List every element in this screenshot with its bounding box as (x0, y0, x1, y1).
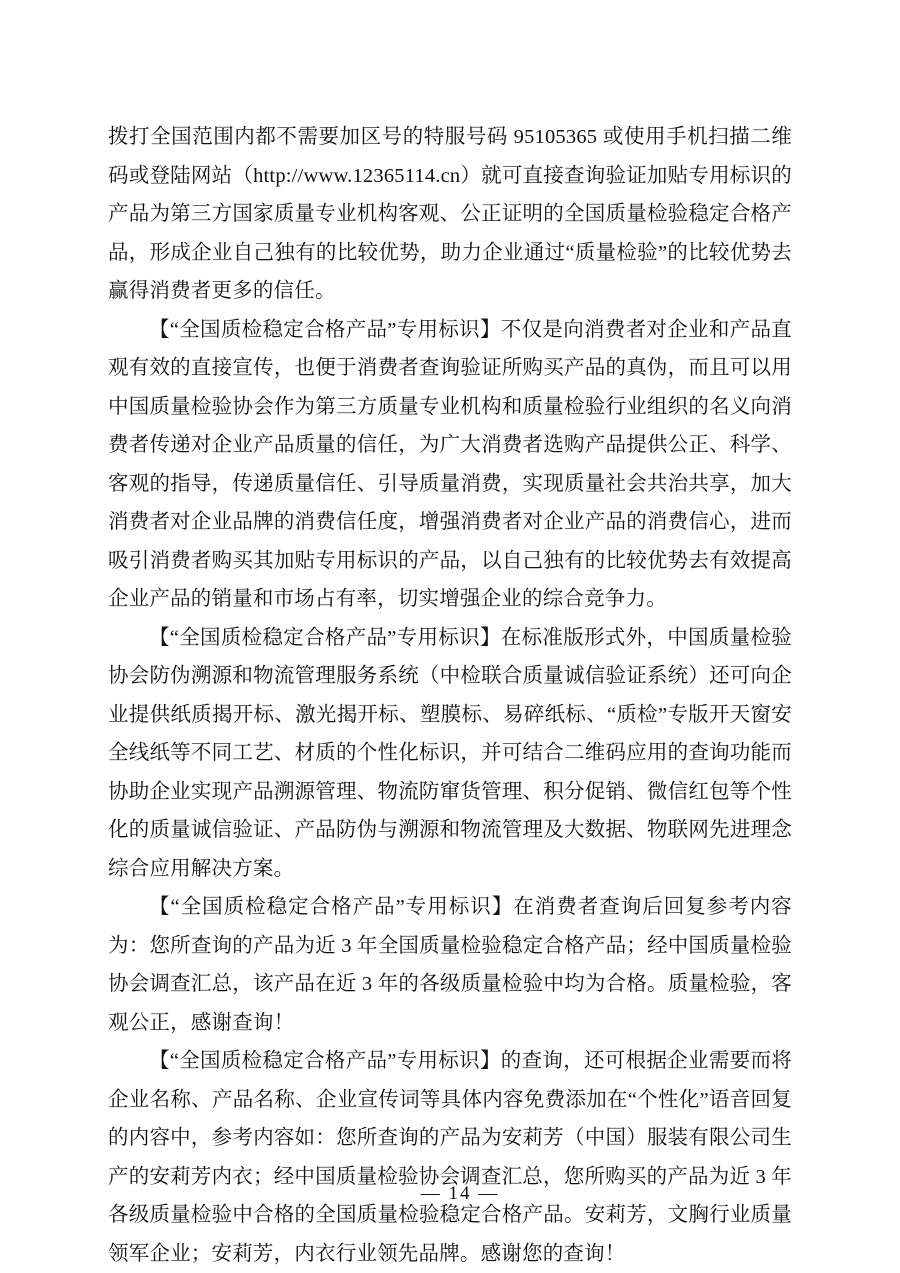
paragraph-3: 【“全国质检稳定合格产品”专用标识】在标准版形式外，中国质量检验协会防伪溯源和物流管理服务系统（中检联合质量诚信验证系统）还可向企业提供纸质揭开标、激光揭开标、塑膜标、易碎纸标、“质检”专版开天窗安全线纸等不同工艺、材质的个性化标识，并可结合二维码应用的查询功能而协助企业实现产品溯源管理、物流防窜货管理、积分促销、微信红包等个性化的质量诚信验证、产品防伪与溯源和物流管理及大数据、物联网先进理念综合应用解决方案。 (108, 626, 792, 880)
page-number: — 14 — (420, 1183, 500, 1204)
paragraph-1: 拨打全国范围内都不需要加区号的特服号码 95105365 或使用手机扫描二维码或登陆网站（http://www.12365114.cn）就可直接查询验证加贴专用标识的产品为第三方国家质量专业机构客观、公正证明的全国质量检验稳定合格产品，形成企业自己独有的比较优势，助力企业通过“质量检验”的比较优势去赢得消费者更多的信任。 (108, 126, 792, 302)
document-body (108, 118, 792, 1273)
paragraph-5: 【“全国质检稳定合格产品”专用标识】的查询，还可根据企业需要而将企业名称、产品名称、企业宣传词等具体内容免费添加在“个性化”语音回复的内容中，参考内容如：您所查询的产品为安莉芳（中国）服装有限公司生产的安莉芳内衣；经中国质量检验协会调查汇总，您所购买的产品为近 3 年各级质量检验中合格的全国质量检验稳定合格产品。安莉芳，文胸行业质量领军企业；安莉芳，内衣行业领先品牌。感谢您的查询！ (108, 1050, 792, 1265)
paragraph-2: 【“全国质检稳定合格产品”专用标识】不仅是向消费者对企业和产品直观有效的直接宣传，也便于消费者查询验证所购买产品的真伪，而且可以用中国质量检验协会作为第三方质量专业机构和质量检验行业组织的名义向消费者传递对企业产品质量的信任，为广大消费者选购产品提供公正、科学、客观的指导，传递质量信任、引导质量消费，实现质量社会共治共享，加大消费者对企业品牌的消费信任度，增强消费者对企业产品的消费信心，进而吸引消费者购买其加贴专用标识的产品，以自己独有的比较优势去有效提高企业产品的销量和市场占有率，切实增强企业的综合竞争力。 (108, 318, 792, 610)
paragraph-4: 【“全国质检稳定合格产品”专用标识】在消费者查询后回复参考内容为：您所查询的产品为近 3 年全国质量检验稳定合格产品；经中国质量检验协会调查汇总，该产品在近 3 年的各级质量检验中均为合格。质量检验，客观公正，感谢查询！ (108, 896, 792, 1034)
